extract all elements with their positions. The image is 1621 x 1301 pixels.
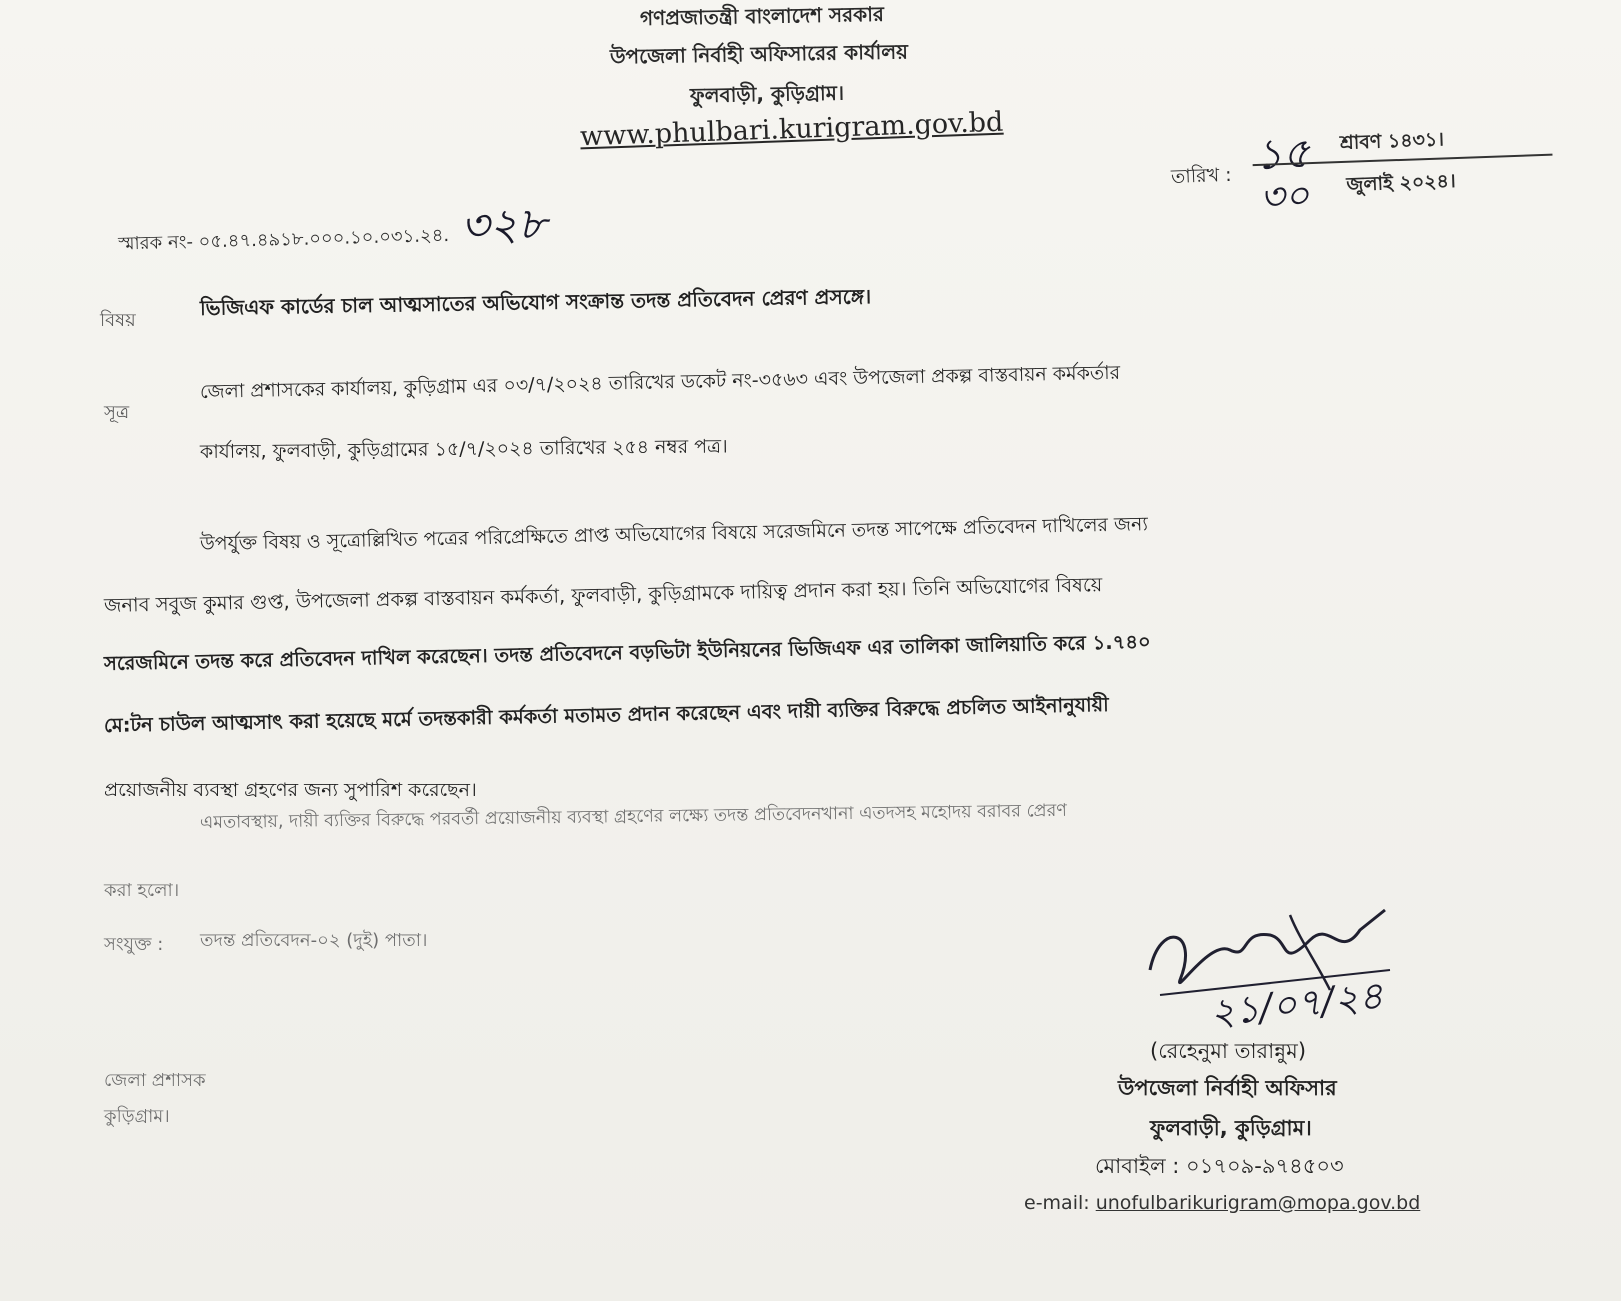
subject-text: ভিজিএফ কার্ডের চাল আত্মসাতের অভিযোগ সংক্রান্ত তদন্ত প্রতিবেদন প্রেরণ প্রসঙ্গে।: [199, 284, 872, 320]
email-label: e-mail:: [1024, 1192, 1090, 1214]
recipient-line-1: জেলা প্রশাসক: [104, 1070, 206, 1091]
email-address[interactable]: unofulbarikurigram@mopa.gov.bd: [1095, 1192, 1421, 1214]
office-line: উপজেলা নির্বাহী অফিসারের কার্যালয়: [609, 39, 909, 69]
reference-line-2: কার্যালয়, ফুলবাড়ী, কুড়িগ্রামের ১৫/৭/২০২৪ তারিখের ২৫৪ নম্বর পত্র।: [199, 435, 728, 463]
date-english-month-year: জুলাই ২০২৪।: [1346, 170, 1457, 196]
memo-prefix: স্মারক নং- ০৫.৪৭.৪৯১৮.০০০.১০.০৩১.২৪.: [117, 224, 450, 255]
memo-handwritten-number: ৩২৮: [459, 198, 547, 252]
signatory-location: ফুলবাড়ী, কুড়িগ্রাম।: [1150, 1116, 1312, 1140]
recipient-line-2: কুড়িগ্রাম।: [104, 1106, 170, 1127]
subject-label: বিষয়: [100, 310, 136, 331]
reference-line-1: জেলা প্রশাসকের কার্যালয়, কুড়িগ্রাম এর ০৩/৭/২০২৪ তারিখের ডকেট নং-৩৫৬৩ এবং উপজেলা প্রকল্প বাস্তবায়ন কর্মকর্তার: [199, 361, 1121, 403]
date-bangla-day: ১৫: [1254, 128, 1311, 180]
signatory-email: [1024, 1192, 1420, 1214]
signatory-designation: উপজেলা নির্বাহী অফিসার: [1118, 1076, 1337, 1100]
body-line-4: মে:টন চাউল আত্মসাৎ করা হয়েছে মর্মে তদন্তকারী কর্মকর্তা মতামত প্রদান করেছেন এবং দায়ী ব্যক্তির বিরুদ্ধে প্রচলিত আইনানুযায়ী: [103, 692, 1109, 737]
date-block: [1170, 121, 1573, 225]
date-english-day: ৩০: [1258, 173, 1310, 219]
attachment-label: সংযুক্ত :: [104, 934, 164, 955]
location-line: ফুলবাড়ী, কুড়িগ্রাম।: [689, 80, 845, 108]
memo-number: [117, 190, 547, 274]
body-line-1: উপর্যুক্ত বিষয় ও সূত্রোল্লিখিত পত্রের পরিপ্রেক্ষিতে প্রাপ্ত অভিযোগের বিষয়ে সরেজমিনে তদন্ত সাপেক্ষে প্রতিবেদন দাখিলের জন্য: [199, 513, 1149, 555]
body-line-2: জনাব সবুজ কুমার গুপ্ত, উপজেলা প্রকল্প বাস্তবায়ন কর্মকর্তা, ফুলবাড়ী, কুড়িগ্রামকে দায়িত্ব প্রদান করা হয়। তিনি অভিযোগের বিষয়ে: [103, 573, 1103, 617]
reference-label: সূত্র: [104, 402, 130, 423]
body-line-3: সরেজমিনে তদন্ত করে প্রতিবেদন দাখিল করেছেন। তদন্ত প্রতিবেদনে বড়ভিটা ইউনিয়নের ভিজিএফ এর তালিকা জালিয়াতি করে ১.৭৪০: [103, 630, 1151, 675]
office-website: www.phulbari.kurigram.gov.bd: [579, 106, 1004, 153]
date-bangla-month-year: শ্রাবণ ১৪৩১।: [1339, 128, 1445, 155]
body-line-5: প্রয়োজনীয় ব্যবস্থা গ্রহণের জন্য সুপারিশ করেছেন।: [104, 779, 477, 801]
gov-line: গণপ্রজাতন্ত্রী বাংলাদেশ সরকার: [639, 1, 885, 31]
attachment-text: তদন্ত প্রতিবেদন-০২ (দুই) পাতা।: [200, 930, 428, 951]
signatory-mobile: মোবাইল : ০১৭০৯-৯৭৪৫০৩: [1095, 1154, 1344, 1178]
signatory-name: (রেহেনুমা তারান্নুম): [1150, 1039, 1307, 1063]
signature-date: ২১/০৭/২৪: [1207, 973, 1386, 1035]
date-label: তারিখ :: [1170, 163, 1232, 188]
para2-line-2: করা হলো।: [104, 880, 180, 901]
para2-line-1: এমতাবস্থায়, দায়ী ব্যক্তির বিরুদ্ধে পরবর্তী প্রয়োজনীয় ব্যবস্থা গ্রহণের লক্ষ্যে তদন্ত প্রতিবেদনখানা এতদসহ মহোদয় বরাবর প্রেরণ: [199, 800, 1068, 833]
